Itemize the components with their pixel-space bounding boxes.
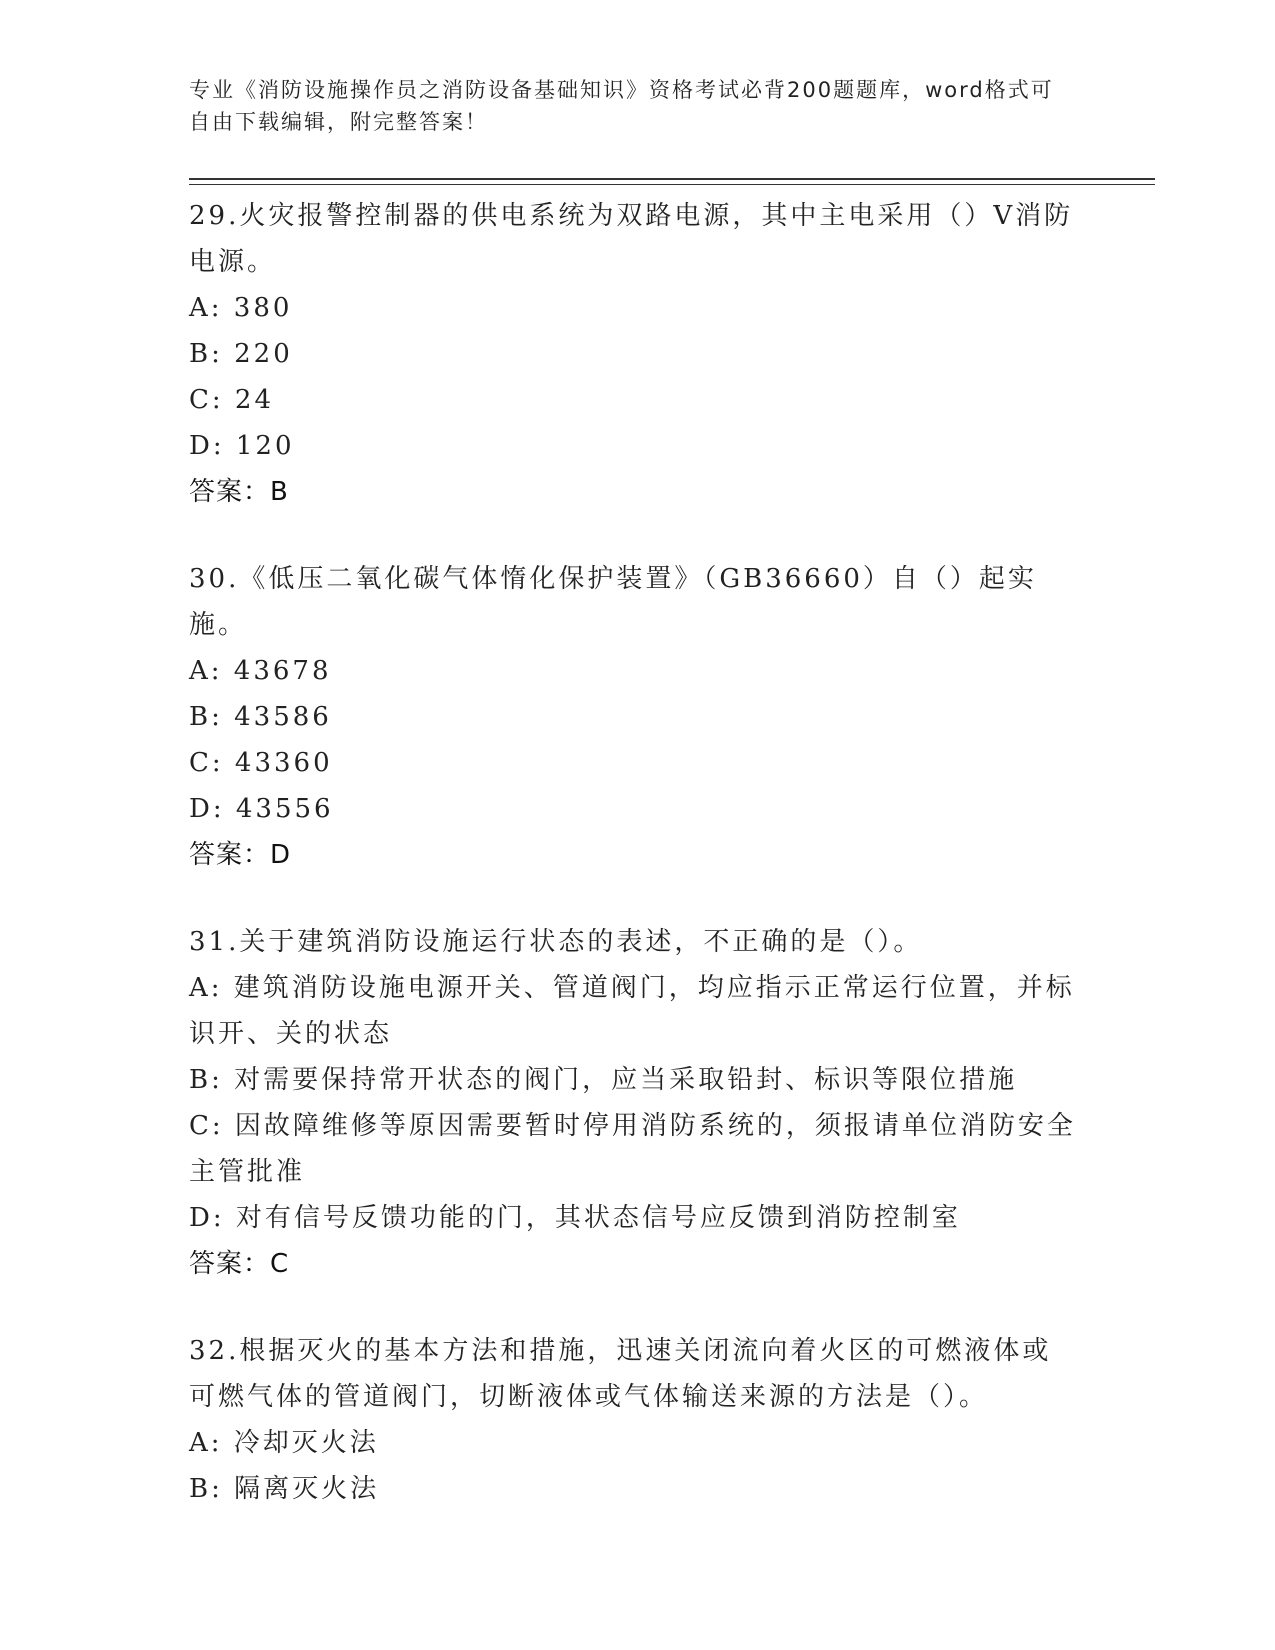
option-d: D: 43556	[189, 794, 334, 824]
option-c: C: 因故障维修等原因需要暂时停用消防系统的，须报请单位消防安全主管批准	[189, 1111, 1076, 1187]
option-c: C: 43360	[189, 748, 333, 778]
question-text: 32.根据灭火的基本方法和措施，迅速关闭流向着火区的可燃液体或可燃气体的管道阀门，切断液体或气体输送来源的方法是（）。	[189, 1336, 1052, 1412]
header-divider-thin	[189, 184, 1155, 185]
option-a: A: 建筑消防设施电源开关、管道阀门，均应指示正常运行位置，并标识开、关的状态	[189, 973, 1075, 1049]
answer-label: 答案：D	[189, 840, 292, 870]
option-b: B: 220	[189, 339, 293, 369]
question-31	[189, 919, 1079, 1287]
option-d: D: 120	[189, 431, 295, 461]
option-b: B: 隔离灭火法	[189, 1474, 380, 1504]
question-29	[189, 193, 1079, 515]
question-30	[189, 556, 1079, 878]
option-a: A: 380	[189, 293, 293, 323]
question-text: 31.关于建筑消防设施运行状态的表述，不正确的是（）。	[189, 927, 923, 957]
option-b: B: 对需要保持常开状态的阀门，应当采取铅封、标识等限位措施	[189, 1065, 1018, 1095]
document-header: 专业《消防设施操作员之消防设备基础知识》资格考试必背200题题库，word格式可自由下载编辑，附完整答案！	[189, 78, 1054, 134]
option-b: B: 43586	[189, 702, 332, 732]
question-text: 30.《低压二氧化碳气体惰化保护装置》（GB36660）自（）起实施。	[189, 564, 1037, 640]
header-divider	[189, 178, 1155, 180]
answer-label: 答案：C	[189, 1249, 290, 1279]
option-c: C: 24	[189, 385, 275, 415]
option-d: D: 对有信号反馈功能的门，其状态信号应反馈到消防控制室	[189, 1203, 961, 1233]
option-a: A: 冷却灭火法	[189, 1428, 379, 1458]
question-text: 29.火灾报警控制器的供电系统为双路电源，其中主电采用（）V消防电源。	[189, 201, 1074, 277]
answer-label: 答案：B	[189, 477, 289, 507]
option-a: A: 43678	[189, 656, 332, 686]
question-list	[189, 193, 1079, 1553]
question-32	[189, 1328, 1079, 1512]
